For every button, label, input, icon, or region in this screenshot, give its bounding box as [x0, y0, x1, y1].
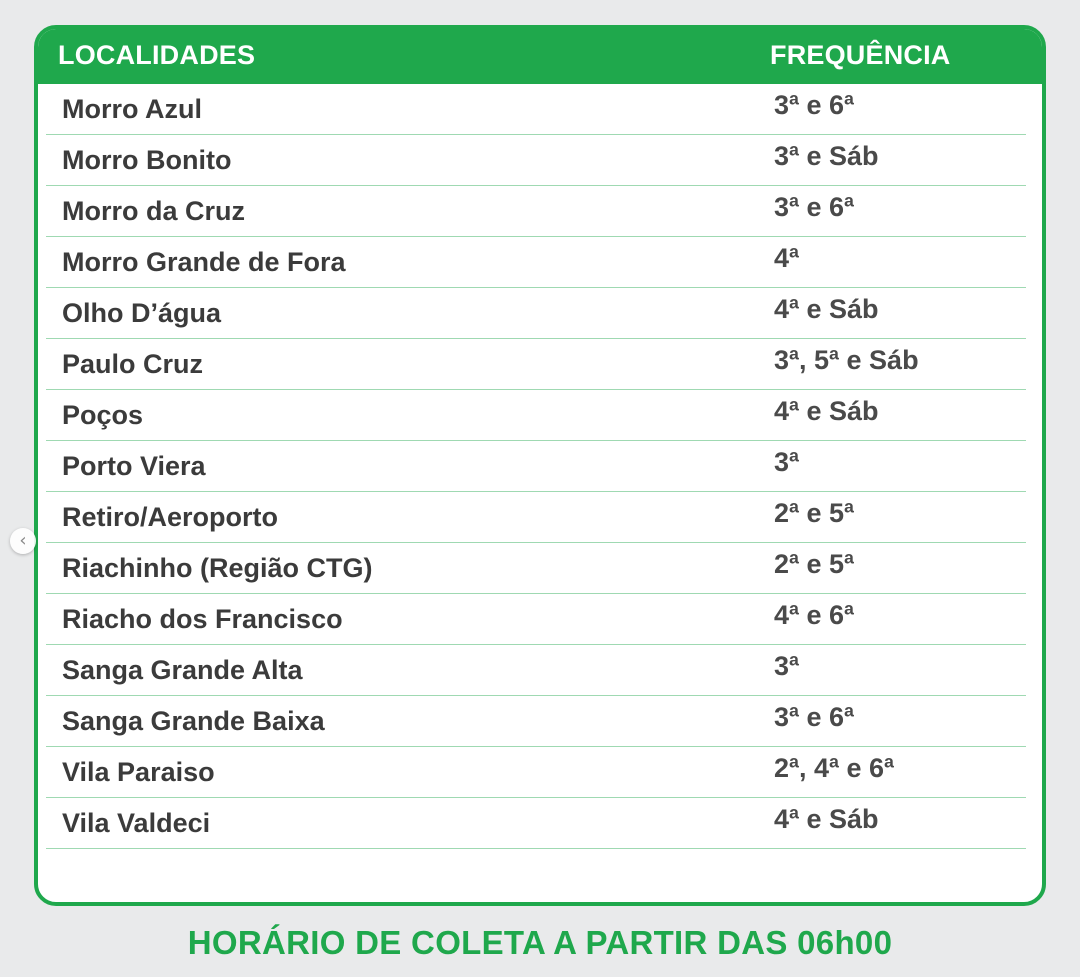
schedule-card	[34, 25, 1046, 906]
frequencia-cell: 3ª	[774, 447, 800, 477]
table-row	[46, 645, 1026, 696]
frequencia-cell: 3ª	[774, 651, 800, 681]
table-row	[46, 696, 1026, 747]
table-row	[46, 84, 1026, 135]
table-row	[46, 339, 1026, 390]
table-row	[46, 798, 1026, 849]
column-header-frequencia: FREQUÊNCIA	[770, 40, 951, 70]
localidade-cell: Vila Paraiso	[62, 757, 215, 787]
frequencia-cell: 3ª e Sáb	[774, 141, 879, 171]
localidade-cell: Sanga Grande Baixa	[62, 706, 325, 736]
collection-time-banner: HORÁRIO DE COLETA A PARTIR DAS 06h00	[187, 924, 893, 961]
frequencia-cell: 4ª e 6ª	[774, 600, 855, 630]
table-row	[46, 747, 1026, 798]
table-body	[46, 84, 1026, 849]
localidade-cell: Riacho dos Francisco	[62, 604, 343, 634]
localidade-cell: Vila Valdeci	[62, 808, 211, 838]
frequencia-cell: 4ª	[774, 243, 800, 273]
frequencia-cell: 3ª e 6ª	[774, 90, 855, 120]
frequencia-cell: 2ª e 5ª	[774, 498, 855, 528]
localidade-cell: Morro Azul	[62, 94, 202, 124]
frequencia-cell: 2ª, 4ª e 6ª	[774, 753, 895, 783]
table-row	[46, 237, 1026, 288]
frequencia-cell: 4ª e Sáb	[774, 396, 879, 426]
table-row	[46, 390, 1026, 441]
localidade-cell: Morro da Cruz	[62, 196, 246, 226]
localidade-cell: Sanga Grande Alta	[62, 655, 303, 685]
table-row	[46, 594, 1026, 645]
frequencia-cell: 4ª e Sáb	[774, 294, 879, 324]
localidade-cell: Morro Grande de Fora	[62, 247, 346, 277]
localidade-cell: Riachinho (Região CTG)	[62, 553, 373, 583]
table-row	[46, 288, 1026, 339]
table-row	[46, 186, 1026, 237]
localidade-cell: Porto Viera	[62, 451, 206, 481]
table-row	[46, 135, 1026, 186]
table-header	[38, 29, 1042, 84]
table-row	[46, 492, 1026, 543]
column-header-localidades: LOCALIDADES	[58, 40, 256, 70]
frequencia-cell: 3ª, 5ª e Sáb	[774, 345, 919, 375]
localidade-cell: Olho D’água	[62, 298, 222, 328]
localidade-cell: Paulo Cruz	[62, 349, 204, 379]
localidade-cell: Morro Bonito	[62, 145, 232, 175]
localidade-cell: Retiro/Aeroporto	[62, 502, 278, 532]
previous-slide-icon[interactable]: ‹	[10, 528, 36, 554]
table-row	[46, 543, 1026, 594]
frequencia-cell: 4ª e Sáb	[774, 804, 879, 834]
frequencia-cell: 2ª e 5ª	[774, 549, 855, 579]
table-row	[46, 441, 1026, 492]
frequencia-cell: 3ª e 6ª	[774, 192, 855, 222]
frequencia-cell: 3ª e 6ª	[774, 702, 855, 732]
localidade-cell: Poços	[62, 400, 144, 430]
